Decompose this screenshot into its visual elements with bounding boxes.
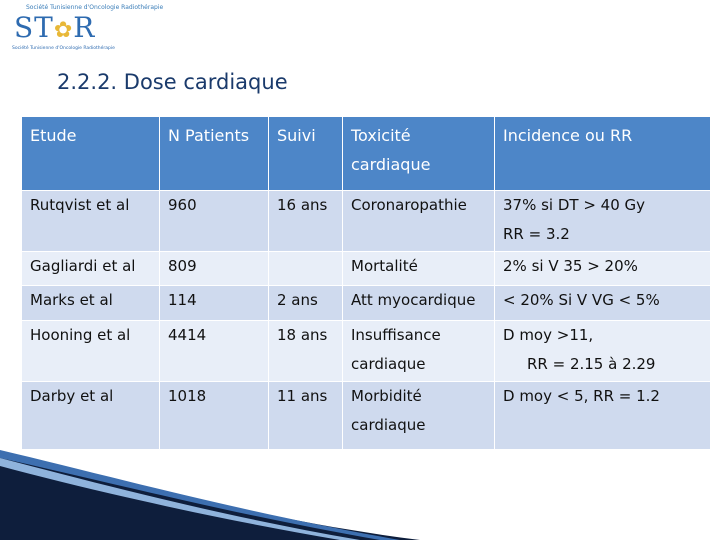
cell-inc: D moy < 5, RR = 1.2 xyxy=(503,387,660,405)
header-toxicite-line2: cardiaque xyxy=(351,155,431,174)
cell-tox: Att myocardique xyxy=(343,286,495,320)
cell-inc: 2% si V 35 > 20% xyxy=(503,257,638,275)
table-row xyxy=(22,382,710,450)
header-suivi: Suivi xyxy=(269,117,343,190)
cell-suivi: 11 ans xyxy=(269,382,343,449)
cell-inc xyxy=(495,191,710,251)
cell-etude: Darby et al xyxy=(22,382,160,449)
table-row xyxy=(22,321,710,382)
cell-inc-line1: D moy >11, xyxy=(503,326,594,344)
cell-tox: Coronaropathie xyxy=(343,191,495,251)
decorative-swoosh xyxy=(0,450,720,540)
logo-subtitle: Société Tunisienne d'Oncologie Radiothérapie xyxy=(12,46,115,51)
cell-n: 114 xyxy=(160,286,269,320)
header-etude: Etude xyxy=(22,117,160,190)
table-header xyxy=(22,117,710,191)
cell-etude: Rutqvist et al xyxy=(22,191,160,251)
results-table xyxy=(22,117,710,450)
cell-suivi: 2 ans xyxy=(269,286,343,320)
table-row xyxy=(22,191,710,252)
header-n-patients: N Patients xyxy=(160,117,269,190)
cell-n: 809 xyxy=(160,252,269,285)
cell-suivi xyxy=(269,252,343,285)
header-incidence: Incidence ou RR xyxy=(503,126,633,145)
cell-etude: Marks et al xyxy=(22,286,160,320)
cell-tox-line1: Morbidité xyxy=(351,387,422,405)
cell-etude: Hooning et al xyxy=(22,321,160,381)
cell-suivi: 16 ans xyxy=(269,191,343,251)
cell-inc xyxy=(495,321,710,381)
cell-inc-line2: RR = 3.2 xyxy=(503,225,570,243)
cell-inc: < 20% Si V VG < 5% xyxy=(503,291,660,309)
cell-suivi: 18 ans xyxy=(269,321,343,381)
table-row xyxy=(22,286,710,321)
logo-mark: ST✿R xyxy=(14,11,96,44)
logo-arc-text: Société Tunisienne d'Oncologie Radiothérapie xyxy=(26,4,164,11)
cell-n: 1018 xyxy=(160,382,269,449)
flower-icon: ✿ xyxy=(53,18,74,43)
cell-tox xyxy=(343,321,495,381)
cell-tox-line2: cardiaque xyxy=(351,355,426,373)
cell-inc-line1: 37% si DT > 40 Gy xyxy=(503,196,646,214)
cell-inc-line2: RR = 2.15 à 2.29 xyxy=(527,355,656,373)
cell-tox: Mortalité xyxy=(343,252,495,285)
cell-tox xyxy=(343,382,495,449)
cell-tox-line2: cardiaque xyxy=(351,416,426,434)
cell-n: 960 xyxy=(160,191,269,251)
cell-tox-line1: Insuffisance xyxy=(351,326,441,344)
cell-n: 4414 xyxy=(160,321,269,381)
table-row xyxy=(22,252,710,286)
slide-title: 2.2.2. Dose cardiaque xyxy=(57,70,288,94)
stor-logo xyxy=(6,4,164,56)
header-toxicite xyxy=(343,117,495,190)
cell-etude: Gagliardi et al xyxy=(22,252,160,285)
header-toxicite-line1: Toxicité xyxy=(351,126,411,145)
